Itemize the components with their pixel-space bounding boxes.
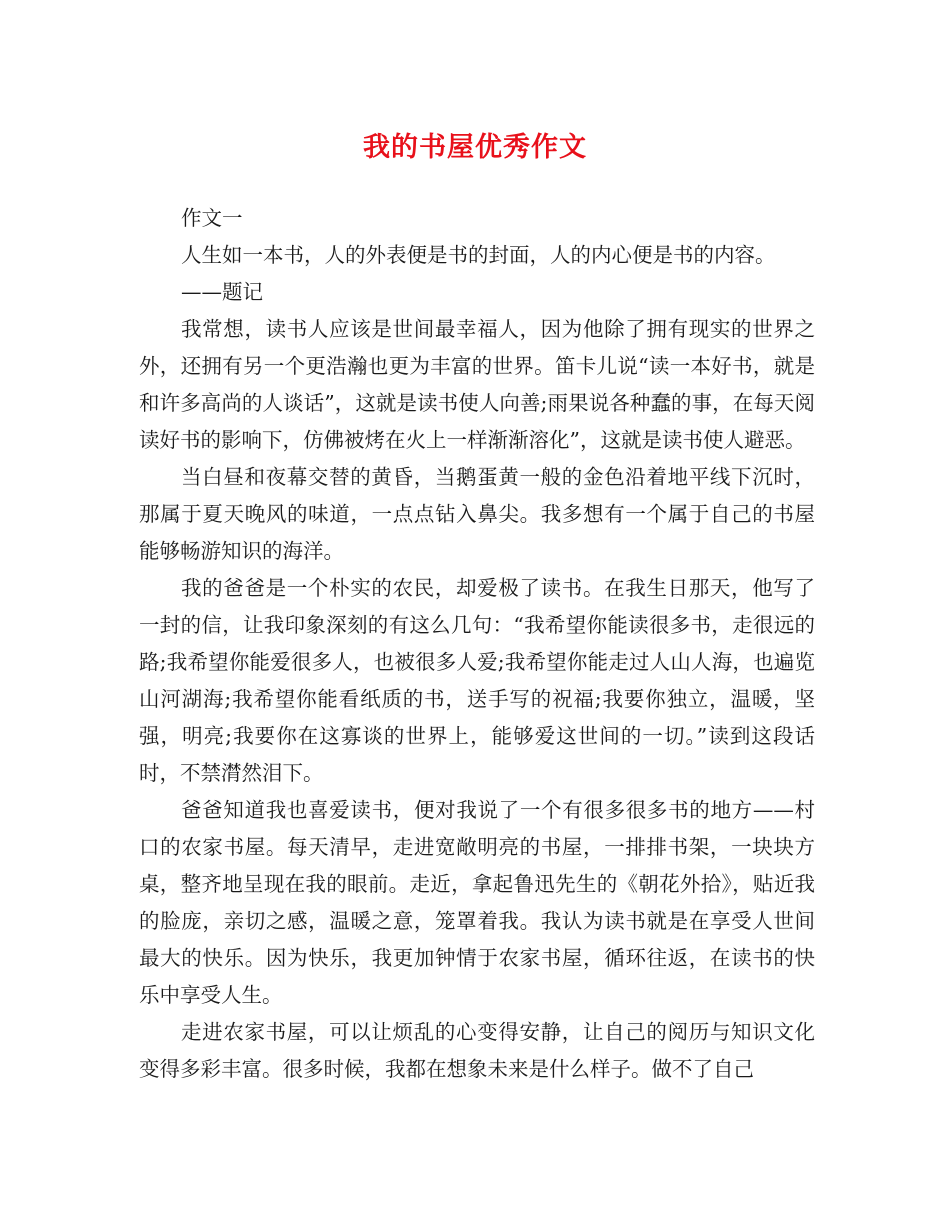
paragraph: 作文一 bbox=[181, 206, 243, 230]
paragraph: 走进农家书屋，可以让烦乱的心变得安静，让自己的阅历与知识文化变得多彩丰富。很多时候，我都在想象未来是什么样子。做不了自己 bbox=[139, 1020, 815, 1081]
paragraph: 人生如一本书，人的外表便是书的封面，人的内心便是书的内容。 bbox=[181, 243, 776, 267]
paragraph: 当白昼和夜幕交替的黄昏，当鹅蛋黄一般的金色沿着地平线下沉时，那属于夏天晚风的味道，一点点钻入鼻尖。我多想有一个属于自己的书屋能够畅游知识的海洋。 bbox=[139, 465, 815, 563]
paragraph: 我的爸爸是一个朴实的农民，却爱极了读书。在我生日那天，他写了一封的信，让我印象深刻的有这么几句：“我希望你能读很多书，走很远的路;我希望你能爱很多人，也被很多人爱;我希望你能走过人山人海，也遍览山河湖海;我希望你能看纸质的书，送手写的祝福;我要你独立，温暖，坚强，明亮;我要你在这寡谈的世界上，能够爱这世间的一切。”读到这段话时，不禁潸然泪下。 bbox=[139, 576, 815, 785]
document-title: 我的书屋优秀作文 bbox=[363, 132, 587, 163]
paragraph: ——题记 bbox=[181, 280, 263, 304]
document-body bbox=[139, 200, 815, 1088]
paragraph: 爸爸知道我也喜爱读书，便对我说了一个有很多很多书的地方——村口的农家书屋。每天清早，走进宽敞明亮的书屋，一排排书架，一块块方桌，整齐地呈现在我的眼前。走近，拿起鲁迅先生的《朝花外拾》，贴近我的脸庞，亲切之感，温暖之意，笼罩着我。我认为读书就是在享受人世间最大的快乐。因为快乐，我更加钟情于农家书屋，循环往返，在读书的快乐中享受人生。 bbox=[139, 798, 815, 1007]
paragraph: 我常想，读书人应该是世间最幸福人，因为他除了拥有现实的世界之外，还拥有另一个更浩瀚也更为丰富的世界。笛卡儿说“读一本好书，就是和许多高尚的人谈话”，这就是读书使人向善;雨果说各种蠢的事，在每天阅读好书的影响下，仿佛被烤在火上一样渐渐溶化”，这就是读书使人避恶。 bbox=[139, 317, 815, 452]
